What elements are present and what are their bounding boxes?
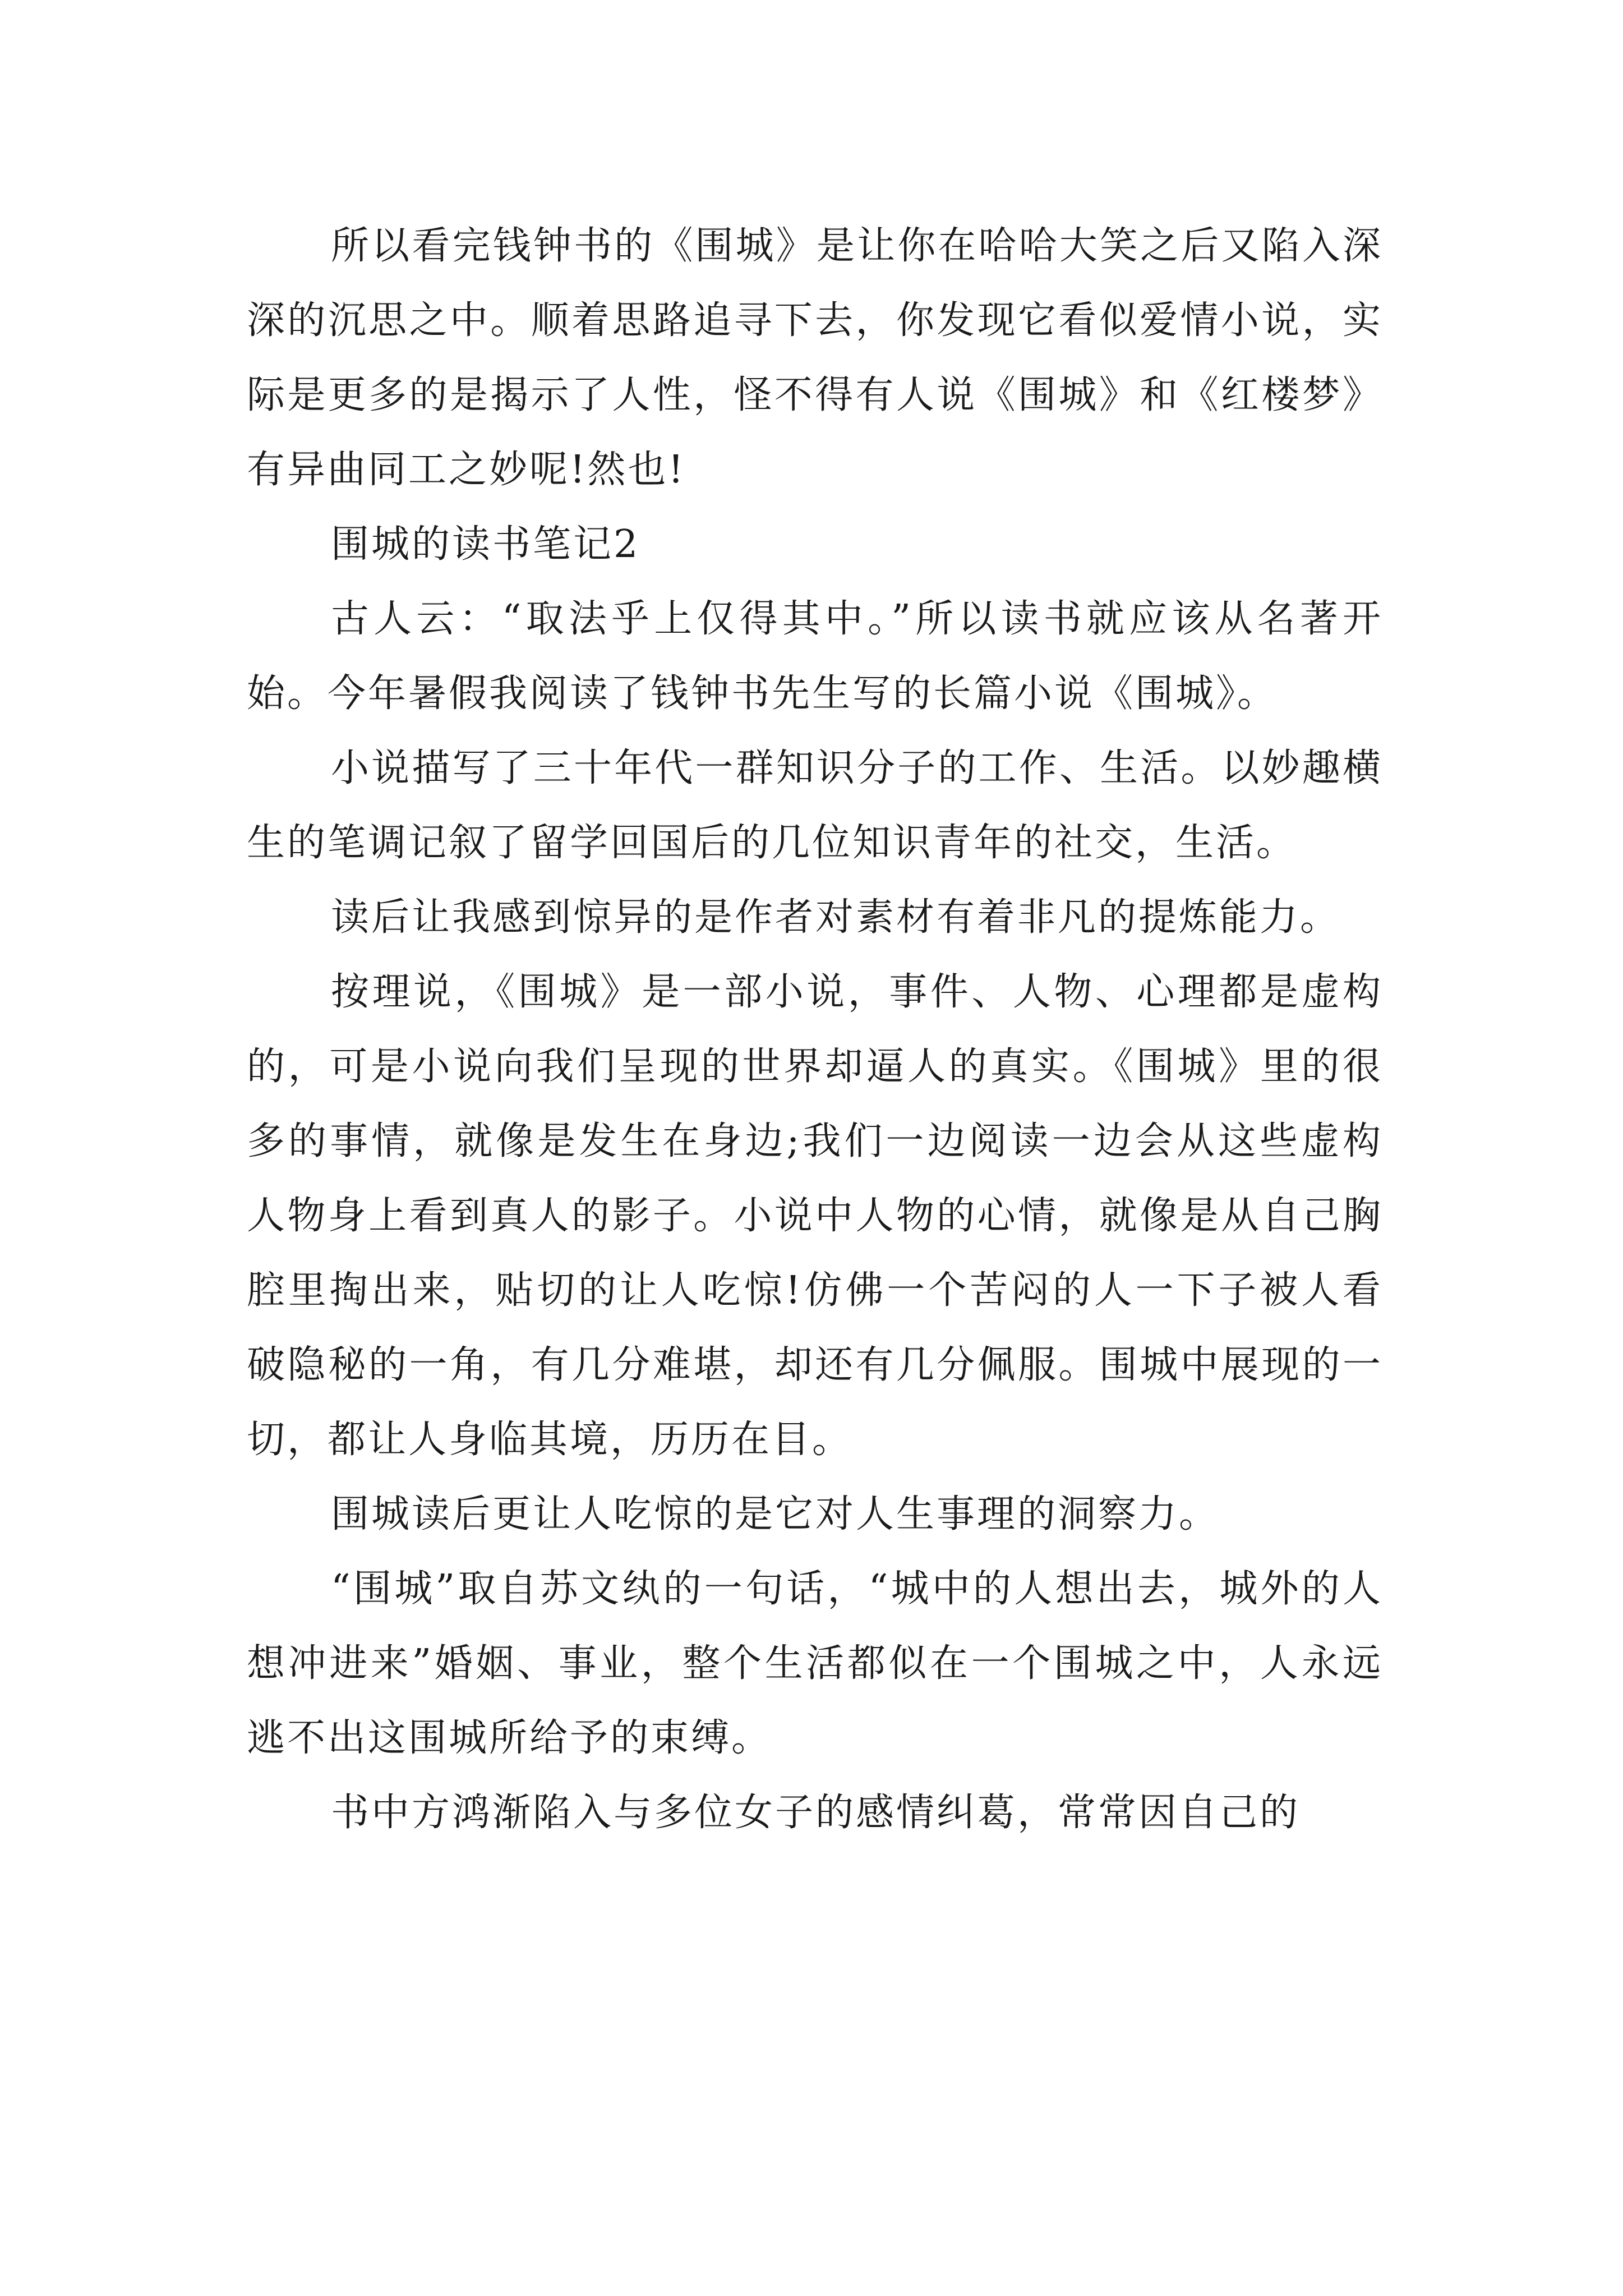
paragraph-summary: 小说描写了三十年代一群知识分子的工作、生活。以妙趣横生的笔调记叙了留学回国后的几位知识青年的社交，生活。 [247,746,1383,865]
section-heading: 围城的读书笔记2 [331,522,640,567]
paragraph-realism: 按理说，《围城》是一部小说，事件、人物、心理都是虚构的，可是小说向我们呈现的世界却逼人的真实。《围城》里的很多的事情，就像是发生在身边;我们一边阅读一边会从这些虚构人物身上看到真人的影子。小说中人物的心情，就像是从自己胸腔里掏出来，贴切的让人吃惊!仿佛一个苦闷的人一下子被人看破隐秘的一角，有几分难堪，却还有几分佩服。围城中展现的一切，都让人身临其境，历历在目。 [247,970,1383,1462]
document-body [247,209,1383,1850]
paragraph-insight: 围城读后更让人吃惊的是它对人生事理的洞察力。 [331,1492,1220,1536]
paragraph-impression: 读后让我感到惊异的是作者对素材有着非凡的提炼能力。 [331,895,1341,940]
paragraph-intro: 古人云：“取法乎上仅得其中。”所以读书就应该从名著开始。今年暑假我阅读了钱钟书先生写的长篇小说《围城》。 [247,597,1383,716]
paragraph-conclusion: 所以看完钱钟书的《围城》是让你在哈哈大笑之后又陷入深深的沉思之中。顺着思路追寻下去，你发现它看似爱情小说，实际是更多的是揭示了人性，怪不得有人说《围城》和《红楼梦》有异曲同工之妙呢!然也! [247,224,1383,492]
paragraph-title-origin: “围城”取自苏文纨的一句话，“城中的人想出去，城外的人想冲进来”婚姻、事业，整个生活都似在一个围城之中，人永远逃不出这围城所给予的束缚。 [247,1567,1384,1760]
paragraph-protagonist: 书中方鸿渐陷入与多位女子的感情纠葛，常常因自己的 [331,1791,1301,1835]
